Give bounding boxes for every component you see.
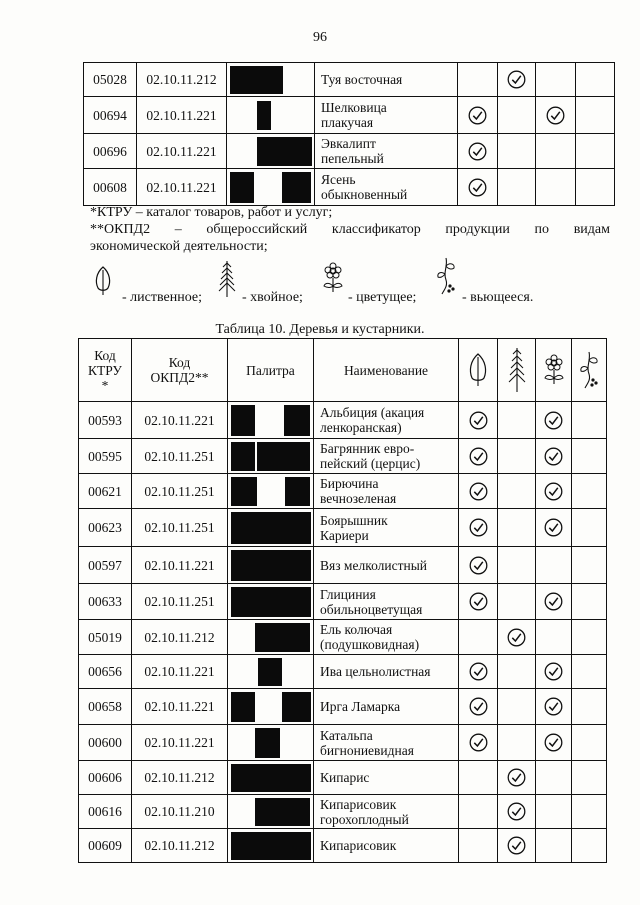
mark-conifer (498, 725, 536, 761)
mark-climbing (572, 509, 607, 547)
plant-name (314, 439, 459, 474)
table-row (84, 63, 615, 97)
palette-cell (228, 795, 314, 829)
plant-name (315, 97, 458, 134)
okpd-code: 02.10.11.221 (137, 169, 227, 206)
table-row (79, 547, 607, 584)
check-icon (544, 482, 563, 501)
check-icon (544, 697, 563, 716)
legend-flowering-label: - цветущее; (348, 290, 417, 305)
table-row (79, 584, 607, 620)
check-icon (546, 106, 565, 125)
plant-name (315, 134, 458, 169)
ktru-code: 05028 (84, 63, 137, 97)
table-row (79, 689, 607, 725)
check-icon (544, 733, 563, 752)
plant-name-line: Кипарисовик (320, 838, 397, 853)
plant-name-line: Глициния (320, 586, 376, 602)
plant-name-line: плакучая (321, 115, 374, 130)
mark-deciduous (458, 97, 498, 134)
ktru-code: 00633 (79, 584, 132, 620)
okpd-code: 02.10.11.221 (132, 402, 228, 439)
plant-name (314, 761, 459, 795)
okpd-code: 02.10.11.212 (132, 761, 228, 795)
color-swatch (255, 623, 310, 652)
okpd-code: 02.10.11.221 (137, 97, 227, 134)
mark-flowering (536, 402, 572, 439)
table-row (84, 134, 615, 169)
color-swatch (282, 692, 311, 722)
check-icon (544, 662, 563, 681)
legend-climbing-label: - вьющееся. (462, 290, 534, 305)
header-name: Наименование (314, 339, 459, 402)
color-swatch (257, 101, 271, 130)
color-swatch (231, 477, 257, 506)
color-swatch (231, 550, 311, 581)
mark-climbing (572, 439, 607, 474)
okpd-code: 02.10.11.210 (132, 795, 228, 829)
plant-name (314, 584, 459, 620)
mark-climbing (572, 795, 607, 829)
mark-deciduous (459, 439, 498, 474)
mark-climbing (572, 547, 607, 584)
check-icon (544, 518, 563, 537)
mark-climbing (572, 761, 607, 795)
table-row (79, 474, 607, 509)
palette-cell (228, 655, 314, 689)
mark-flowering (536, 439, 572, 474)
mark-flowering (536, 474, 572, 509)
mark-conifer (498, 655, 536, 689)
ktru-code: 00595 (79, 439, 132, 474)
mark-flowering (536, 97, 576, 134)
table-row (79, 829, 607, 863)
plant-name-line: обыкновенный (321, 187, 408, 202)
plant-name-line: Эвкалипт (321, 136, 376, 151)
footnotes (90, 204, 610, 255)
color-swatch (231, 405, 255, 436)
ktru-code: 00621 (79, 474, 132, 509)
palette-cell (228, 474, 314, 509)
header-conifer (498, 339, 536, 402)
mark-flowering (536, 829, 572, 863)
check-icon (544, 592, 563, 611)
palette-cell (228, 547, 314, 584)
mark-flowering (536, 725, 572, 761)
okpd-code: 02.10.11.251 (132, 509, 228, 547)
mark-flowering (536, 620, 572, 655)
mark-climbing (572, 829, 607, 863)
mark-deciduous (459, 584, 498, 620)
mark-deciduous (459, 689, 498, 725)
flower-icon (542, 354, 566, 386)
plant-name-line: Боярышник (320, 512, 388, 528)
color-swatch (255, 728, 280, 758)
plant-name (315, 169, 458, 206)
mark-conifer (498, 169, 536, 206)
mark-climbing (572, 474, 607, 509)
check-icon (507, 628, 526, 647)
check-icon (469, 556, 488, 575)
mark-flowering (536, 689, 572, 725)
plant-name (314, 547, 459, 584)
okpd-code: 02.10.11.221 (132, 547, 228, 584)
mark-flowering (536, 547, 572, 584)
table-row (79, 509, 607, 547)
header-ktru: Код КТРУ * (79, 339, 132, 402)
mark-deciduous (459, 620, 498, 655)
mark-conifer (498, 474, 536, 509)
mark-deciduous (459, 547, 498, 584)
mark-deciduous (458, 169, 498, 206)
table-row (79, 761, 607, 795)
plant-name-line: Ива цельнолистная (320, 664, 431, 679)
mark-conifer (498, 829, 536, 863)
check-icon (469, 482, 488, 501)
okpd-code: 02.10.11.212 (132, 620, 228, 655)
color-swatch (230, 66, 283, 94)
check-icon (507, 768, 526, 787)
okpd-code: 02.10.11.251 (132, 474, 228, 509)
palette-cell (228, 829, 314, 863)
plant-name-line: Альбиция (акация (320, 405, 425, 420)
plant-name-line: ленкоранская) (320, 420, 402, 435)
plant-name (314, 402, 459, 439)
mark-flowering (536, 169, 576, 206)
plant-name-line: Кариери (320, 527, 369, 543)
table-row (79, 402, 607, 439)
check-icon (468, 178, 487, 197)
plant-name (314, 509, 459, 547)
plant-name-line: Багрянник евро- (320, 441, 415, 456)
ktru-code: 00609 (79, 829, 132, 863)
mark-deciduous (459, 509, 498, 547)
mark-deciduous (458, 63, 498, 97)
plant-type-legend (94, 262, 614, 306)
plant-name (314, 689, 459, 725)
color-swatch (231, 512, 311, 544)
plant-name (314, 725, 459, 761)
check-icon (468, 106, 487, 125)
table-row (79, 655, 607, 689)
mark-deciduous (459, 402, 498, 439)
mark-climbing (572, 689, 607, 725)
mark-climbing (576, 97, 615, 134)
mark-climbing (572, 655, 607, 689)
mark-conifer (498, 509, 536, 547)
check-icon (469, 411, 488, 430)
mark-flowering (536, 655, 572, 689)
plant-name (314, 795, 459, 829)
ktru-code: 00608 (84, 169, 137, 206)
plant-name-line: Катальпа (320, 727, 373, 743)
mark-deciduous (459, 474, 498, 509)
flower-icon (321, 262, 345, 299)
check-icon (507, 70, 526, 89)
mark-deciduous (459, 725, 498, 761)
color-swatch (258, 658, 282, 686)
color-swatch (231, 692, 255, 722)
table-title: Таблица 10. Деревья и кустарники. (215, 322, 425, 337)
mark-conifer (498, 584, 536, 620)
palette-cell (228, 689, 314, 725)
continued-table (83, 62, 615, 206)
mark-flowering (536, 134, 576, 169)
color-swatch (230, 172, 254, 203)
palette-cell (227, 97, 315, 134)
header-okpd: Код ОКПД2** (132, 339, 228, 402)
okpd-code: 02.10.11.212 (137, 63, 227, 97)
mark-deciduous (459, 761, 498, 795)
palette-cell (228, 620, 314, 655)
color-swatch (284, 405, 310, 436)
check-icon (544, 447, 563, 466)
okpd-code: 02.10.11.212 (132, 829, 228, 863)
plant-name-line: пейский (церцис) (320, 456, 421, 471)
table-row (79, 725, 607, 761)
page-number: 96 (313, 30, 327, 45)
palette-cell (228, 509, 314, 547)
mark-conifer (498, 761, 536, 795)
check-icon (469, 697, 488, 716)
header-climbing (572, 339, 607, 402)
color-swatch (285, 477, 310, 506)
palette-cell (228, 725, 314, 761)
palette-cell (228, 584, 314, 620)
palette-cell (228, 402, 314, 439)
color-swatch (231, 442, 255, 471)
table-row (79, 795, 607, 829)
plant-name-line: Вяз мелколистный (320, 557, 428, 573)
plant-name-line: горохоплодный (320, 811, 409, 827)
header-palette: Палитра (228, 339, 314, 402)
check-icon (468, 142, 487, 161)
mark-deciduous (459, 829, 498, 863)
mark-conifer (498, 439, 536, 474)
mark-climbing (576, 169, 615, 206)
footnote-okpd-line1: **ОКПД2 – общероссийский классификатор продукции по видам (90, 222, 610, 237)
okpd-code: 02.10.11.221 (132, 689, 228, 725)
table-row (84, 169, 615, 206)
plant-name-line: (подушковидная) (320, 637, 420, 652)
header-flowering (536, 339, 572, 402)
palette-cell (227, 63, 315, 97)
plant-name-line: Ясень (321, 172, 356, 187)
mark-conifer (498, 547, 536, 584)
plant-name-line: бигнониевидная (320, 742, 414, 758)
plant-name (315, 63, 458, 97)
check-icon (507, 802, 526, 821)
check-icon (507, 836, 526, 855)
mark-flowering (536, 63, 576, 97)
mark-climbing (576, 134, 615, 169)
conifer-tree-icon (507, 347, 527, 393)
palette-cell (227, 134, 315, 169)
table-header-row (79, 339, 607, 402)
ktru-code: 00656 (79, 655, 132, 689)
plant-name-line: Кипарис (320, 770, 370, 785)
mark-climbing (572, 402, 607, 439)
palette-cell (227, 169, 315, 206)
legend-conifer-label: - хвойное; (242, 290, 303, 305)
color-swatch (231, 832, 311, 860)
okpd-code: 02.10.11.221 (132, 655, 228, 689)
color-swatch (231, 764, 311, 792)
trees-shrubs-table (78, 338, 607, 863)
color-swatch (282, 172, 311, 203)
ktru-code: 00597 (79, 547, 132, 584)
plant-name (314, 829, 459, 863)
palette-cell (228, 439, 314, 474)
color-swatch (257, 137, 312, 166)
mark-conifer (498, 620, 536, 655)
check-icon (469, 592, 488, 611)
plant-name (314, 620, 459, 655)
mark-deciduous (459, 795, 498, 829)
ktru-code: 00696 (84, 134, 137, 169)
ktru-code: 00658 (79, 689, 132, 725)
mark-climbing (576, 63, 615, 97)
mark-conifer (498, 63, 536, 97)
mark-conifer (498, 795, 536, 829)
plant-name-line: Ель колючая (320, 622, 393, 637)
vine-icon (577, 350, 601, 390)
mark-climbing (572, 584, 607, 620)
mark-flowering (536, 761, 572, 795)
plant-name (314, 474, 459, 509)
check-icon (469, 733, 488, 752)
ktru-code: 00616 (79, 795, 132, 829)
okpd-code: 02.10.11.221 (137, 134, 227, 169)
mark-conifer (498, 402, 536, 439)
ktru-code: 00593 (79, 402, 132, 439)
legend-deciduous-label: - лиственное; (122, 290, 202, 305)
mark-climbing (572, 620, 607, 655)
check-icon (469, 518, 488, 537)
okpd-code: 02.10.11.251 (132, 584, 228, 620)
mark-conifer (498, 689, 536, 725)
mark-deciduous (459, 655, 498, 689)
footnote-okpd-line2: экономической деятельности; (90, 239, 268, 254)
ktru-code: 00606 (79, 761, 132, 795)
leaf-icon (94, 266, 112, 301)
mark-flowering (536, 584, 572, 620)
color-swatch (255, 798, 310, 826)
conifer-tree-icon (218, 260, 236, 303)
ktru-code: 00694 (84, 97, 137, 134)
color-swatch (231, 587, 311, 617)
plant-name-line: Кипарисовик (320, 796, 397, 812)
plant-name-line: вечнозеленая (320, 491, 397, 506)
color-swatch (257, 442, 310, 471)
table-row (84, 97, 615, 134)
mark-conifer (498, 134, 536, 169)
plant-name (314, 655, 459, 689)
ktru-code: 00600 (79, 725, 132, 761)
vine-icon (434, 256, 458, 301)
okpd-code: 02.10.11.221 (132, 725, 228, 761)
plant-name-line: обильноцветущая (320, 601, 423, 617)
plant-name-line: Туя восточная (321, 72, 403, 87)
table-row (79, 620, 607, 655)
okpd-code: 02.10.11.251 (132, 439, 228, 474)
header-deciduous (459, 339, 498, 402)
palette-cell (228, 761, 314, 795)
plant-name-line: пепельный (321, 151, 384, 166)
check-icon (469, 447, 488, 466)
mark-conifer (498, 97, 536, 134)
leaf-icon (468, 353, 488, 387)
plant-name-line: Шелковица (321, 100, 387, 115)
mark-deciduous (458, 134, 498, 169)
ktru-code: 00623 (79, 509, 132, 547)
footnote-ktru: *КТРУ – каталог товаров, работ и услуг; (90, 205, 333, 220)
mark-flowering (536, 795, 572, 829)
table-row (79, 439, 607, 474)
plant-name-line: Бирючина (320, 476, 379, 491)
plant-name-line: Ирга Ламарка (320, 699, 401, 714)
check-icon (469, 662, 488, 681)
mark-climbing (572, 725, 607, 761)
check-icon (544, 411, 563, 430)
mark-flowering (536, 509, 572, 547)
ktru-code: 05019 (79, 620, 132, 655)
